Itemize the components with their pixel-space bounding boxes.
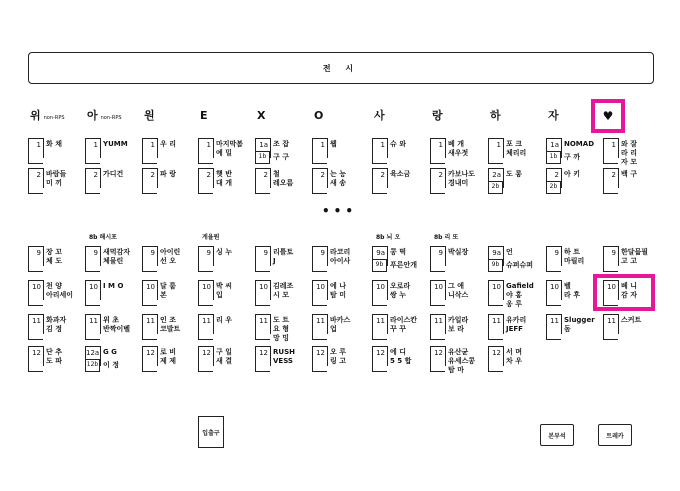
seat-number: 9b (375, 261, 384, 268)
seat-number: 9 (93, 249, 98, 257)
seat-number: 9 (438, 249, 443, 257)
column-label: 랑 (432, 109, 443, 122)
seat-number: 12 (376, 349, 385, 357)
seat-name: NOMAD (564, 140, 595, 148)
seat-number: 1 (380, 141, 385, 149)
seat-name: 도 롱 (506, 170, 522, 178)
seat-name: 달 룸 본 (160, 282, 176, 299)
seat-name: 우 리 (160, 140, 176, 148)
seat-name: 마지막봄 예 밀 (216, 140, 244, 157)
seat-number: 1 (150, 141, 155, 149)
seat-name: 슈퍼슈퍼 (506, 261, 534, 269)
seat-name: 콩 떡 (390, 248, 406, 256)
seat-number: 10 (550, 283, 559, 291)
seat-name: 화과자 김 정 (46, 316, 67, 333)
seat-name: 백 구 (621, 170, 637, 178)
seat-name: 바람들 미 끼 (46, 170, 67, 187)
seat-number: 9 (554, 249, 559, 257)
seat-number: 12 (146, 349, 155, 357)
seat-name: 카일라 보 라 (448, 316, 469, 333)
seat-name: 포 크 체리리 (506, 140, 527, 157)
seat-number: 2 (36, 171, 41, 179)
seat-name: G G (103, 348, 117, 356)
hq-button[interactable]: 본부석 (540, 424, 574, 446)
seat-number: 2 (320, 171, 325, 179)
seat-name: 새먹감자 체물린 (103, 248, 131, 265)
seat-name: 라이스칸 꾸 꾸 (390, 316, 418, 333)
seat-number: 9 (150, 249, 155, 257)
seat-number: 11 (607, 317, 616, 325)
seat-number: 11 (316, 317, 325, 325)
seat-number: 12 (259, 349, 268, 357)
seat-number: 9 (611, 249, 616, 257)
seat-number: 12 (32, 349, 41, 357)
seat-number: 1 (320, 141, 325, 149)
heart-icon: ♥ (602, 109, 614, 123)
seat-number: 12 (316, 349, 325, 357)
seat-number: 9 (320, 249, 325, 257)
column-label: E (200, 109, 208, 122)
seat-number: 11 (259, 317, 268, 325)
partial-seat-label: 게율뭔 (202, 234, 220, 241)
seat-number: 10 (492, 283, 501, 291)
seat-number: 10 (316, 283, 325, 291)
column-label: 사 (374, 109, 385, 122)
seat-name: 육소금 (390, 170, 411, 178)
seat-name: 구 구 (273, 153, 289, 161)
column-label: X (257, 109, 266, 122)
seat-number: 2 (438, 171, 443, 179)
seat-number: 2 (206, 171, 211, 179)
column-sublabel: non-RPS (43, 115, 65, 121)
seat-name: 언 (506, 248, 513, 256)
seat-number: 9a (376, 249, 385, 257)
seat-number: 11 (32, 317, 41, 325)
column-label: O (314, 109, 324, 122)
seat-name: Gafield 야 홍 옹 루 (506, 282, 534, 308)
seat-number: 2b (549, 183, 558, 190)
seat-number: 9 (36, 249, 41, 257)
column-header-6 (314, 110, 323, 122)
partial-seat-label: 8b 뇌 오 (376, 234, 401, 241)
seat-name: 박 씨 입 (216, 282, 232, 299)
seat-number: 12 (492, 349, 501, 357)
seat-number: 11 (146, 317, 155, 325)
seat-name: YUMM (103, 140, 128, 148)
heart-column-highlight (591, 99, 625, 133)
seat-name: 웹 (330, 140, 337, 148)
seat-name: 파 랑 (160, 170, 176, 178)
seat-name: 에 디 5 5 합 (390, 348, 412, 365)
seat-name: 베 개 새우젓 (448, 140, 469, 157)
seat-number: 2 (93, 171, 98, 179)
column-header-10 (548, 110, 559, 122)
seat-number: 12 (434, 349, 443, 357)
seat-name: 스커트 (621, 316, 642, 324)
seat-name: 베 니 감 자 (621, 282, 637, 299)
seat-number: 11 (550, 317, 559, 325)
seat-number: 1a (550, 141, 559, 149)
partial-seat-label: 8b 해시포 (89, 234, 117, 241)
seat-name: 아 키 (564, 170, 580, 178)
seat-name: 장 꼬 체 도 (46, 248, 62, 265)
seat-number: 1 (438, 141, 443, 149)
column-header-9 (490, 110, 501, 122)
seat-name: 유카리 JEFF (506, 316, 527, 333)
exit-gate[interactable]: 입출구 (198, 416, 224, 448)
seat-number: 2 (150, 171, 155, 179)
column-label: 원 (144, 109, 155, 122)
seat-name: 위 초 반짝이벨 (103, 316, 131, 333)
column-sublabel: non-RPS (100, 115, 122, 121)
ellipsis-separator: ••• (322, 204, 358, 218)
seat-name: 로 비 제 제 (160, 348, 176, 365)
seat-number: 2 (263, 171, 268, 179)
seat-name: 하 트 마릴리 (564, 248, 585, 265)
seat-name: 단 추 도 파 (46, 348, 62, 365)
seat-number: 9 (263, 249, 268, 257)
column-header-2 (87, 110, 122, 124)
seat-number: 11 (434, 317, 443, 325)
seat-number: 2 (611, 171, 616, 179)
seat-name: 인 조 코발트 (160, 316, 181, 333)
seat-number: 2 (380, 171, 385, 179)
seat-name: 구 까 (564, 153, 580, 161)
seat-name: 햇 반 대 개 (216, 170, 232, 187)
seat-name: 푸른안개 (390, 261, 418, 269)
seat-name: 한달뭅필 고 고 (621, 248, 649, 265)
seat-name: 오로라 쌍 누 (390, 282, 411, 299)
seat-number: 11 (202, 317, 211, 325)
column-header-5 (257, 110, 265, 122)
seat-name: 조 잡 (273, 140, 289, 148)
seat-number: 12a (86, 349, 100, 357)
seat-name: 천 양 아리세이 (46, 282, 74, 299)
seat-number: 10 (146, 283, 155, 291)
seat-number: 2 (554, 171, 559, 179)
seat-number: 2b (491, 183, 500, 190)
seat-number: 10 (376, 283, 385, 291)
seat-number: 1 (611, 141, 616, 149)
seat-number: 1 (93, 141, 98, 149)
seat-name: 는 능 새 송 (330, 170, 346, 187)
column-header-3 (144, 110, 155, 122)
seat-name: Slugger 돔 (564, 316, 595, 333)
seat-name: 도 트 요 형 망 밍 (273, 316, 289, 342)
column-header-8 (432, 110, 443, 122)
seat-name: 오 루 링 고 (330, 348, 346, 365)
column-label: 아 (87, 109, 98, 122)
trecar-button[interactable]: 트레카 (598, 424, 632, 446)
seat-name: 카보나도 경내미 (448, 170, 476, 187)
seat-number: 9b (491, 261, 500, 268)
seat-name: 리 우 (216, 316, 232, 324)
seat-number: 10 (89, 283, 98, 291)
seat-number: 11 (376, 317, 385, 325)
seat-name: 화 채 (46, 140, 62, 148)
seat-name: 싱 누 (216, 248, 232, 256)
seat-number: 10 (259, 283, 268, 291)
seat-number: 10 (434, 283, 443, 291)
seat-name: 이 정 (103, 361, 119, 369)
seat-number: 12b (86, 361, 99, 368)
seat-number: 10 (202, 283, 211, 291)
seat-number: 1 (36, 141, 41, 149)
seat-name: 에 나 탐 미 (330, 282, 346, 299)
seat-name: RUSH VESS (273, 348, 295, 365)
seat-number: 12 (202, 349, 211, 357)
partial-seat-label: 8b 리 또 (434, 234, 459, 241)
seat-name: 박실장 (448, 248, 469, 256)
seat-name: 아이린 선 오 (160, 248, 181, 265)
seat-number: 11 (89, 317, 98, 325)
column-label: 자 (548, 109, 559, 122)
seat-name: 구 일 새 결 (216, 348, 232, 365)
seat-number: 1a (259, 141, 268, 149)
seat-number: 1b (549, 153, 558, 160)
seat-name: 와 잘 라 리 자 모 (621, 140, 637, 166)
seat-name: 라코리 아이사 (330, 248, 351, 265)
seat-name: 슈 와 (390, 140, 406, 148)
seat-name: 그 애 니삭스 (448, 282, 469, 299)
column-header-4 (200, 110, 208, 122)
seat-number: 1 (206, 141, 211, 149)
seat-name: 철 레오름 (273, 170, 294, 187)
seat-number: 1b (258, 153, 267, 160)
seat-number: 9a (492, 249, 501, 257)
seat-name: 가디건 (103, 170, 124, 178)
seat-name: 바카스 업 (330, 316, 351, 333)
seat-name: 벨 라 후 (564, 282, 580, 299)
seat-number: 11 (492, 317, 501, 325)
seat-name: 서 며 차 우 (506, 348, 522, 365)
seat-number: 9 (206, 249, 211, 257)
seat-name: 리틀토 J (273, 248, 294, 265)
stage-banner: 전 시 (28, 52, 654, 84)
seat-number: 2a (492, 171, 501, 179)
column-header-1 (30, 110, 65, 124)
seat-name: I M O (103, 282, 124, 290)
seat-number: 10 (32, 283, 41, 291)
column-label: 하 (490, 109, 501, 122)
seat-number: 1 (496, 141, 501, 149)
seat-number: 10 (607, 283, 616, 291)
column-label: 위 (30, 109, 41, 122)
column-header-7 (374, 110, 385, 122)
seat-name: 김레조 시 모 (273, 282, 294, 299)
highlighted-seat-frame (593, 274, 655, 311)
seat-name: 유산균 유세스콩 탐 마 (448, 348, 476, 374)
